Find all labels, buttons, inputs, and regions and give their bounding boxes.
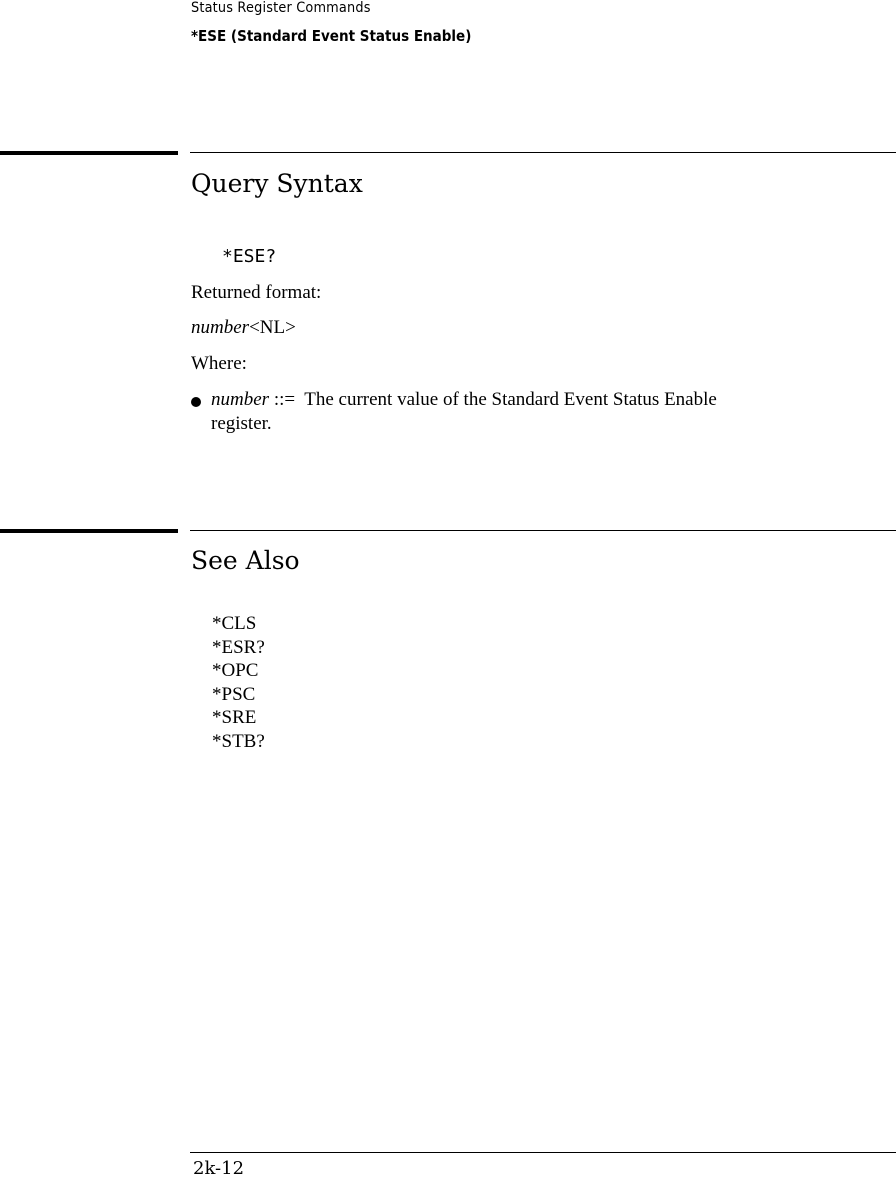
see-also-list bbox=[212, 612, 265, 753]
query-code: *ESE? bbox=[222, 246, 277, 267]
bullet-dot-icon bbox=[191, 397, 201, 407]
running-header-command: *ESE (Standard Event Status Enable) bbox=[191, 27, 472, 45]
section-rule-thick bbox=[0, 529, 178, 533]
bullet-term: number bbox=[211, 389, 270, 410]
bullet-line-2: register. bbox=[211, 413, 272, 434]
see-also-item: *ESR? bbox=[212, 636, 265, 658]
returned-format-value bbox=[191, 317, 296, 339]
where-label: Where: bbox=[191, 353, 247, 374]
see-also-item: *OPC bbox=[212, 660, 259, 681]
see-also-item: *PSC bbox=[212, 683, 256, 705]
section-rule-thick bbox=[0, 151, 178, 155]
footer-rule bbox=[190, 1152, 896, 1153]
bullet-separator: ::= bbox=[269, 389, 305, 410]
section-rule-thin bbox=[190, 152, 896, 153]
returned-value-italic: number bbox=[191, 317, 250, 338]
bullet-description: The current value of the Standard Event Status Enable bbox=[304, 389, 717, 410]
bullet-line-1 bbox=[211, 389, 717, 411]
see-also-item: *CLS bbox=[212, 613, 257, 634]
section-rule-thin bbox=[190, 530, 896, 531]
returned-value-suffix: <NL> bbox=[249, 317, 296, 338]
see-also-item: *STB? bbox=[212, 730, 265, 752]
query-syntax-title: Query Syntax bbox=[191, 169, 363, 198]
see-also-item: *SRE bbox=[212, 707, 257, 728]
page-number: 2k-12 bbox=[193, 1158, 245, 1179]
running-header-section: Status Register Commands bbox=[191, 0, 371, 16]
see-also-title: See Also bbox=[191, 546, 300, 575]
returned-format-label: Returned format: bbox=[191, 282, 322, 303]
